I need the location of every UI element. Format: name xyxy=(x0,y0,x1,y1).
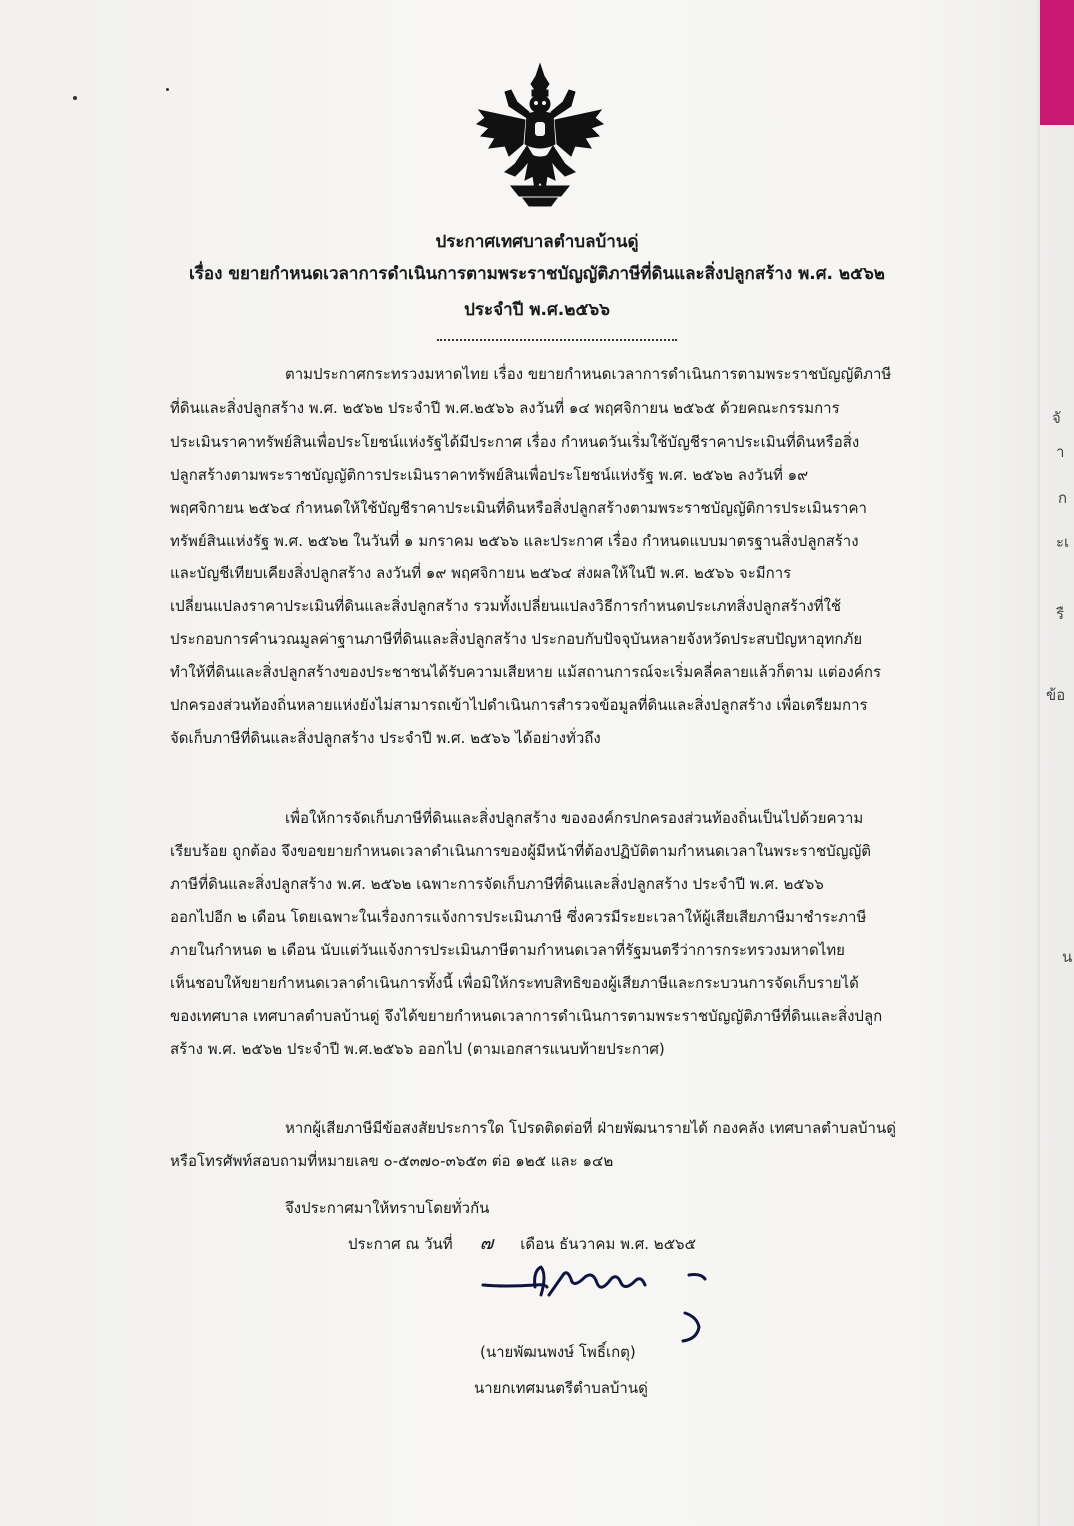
paragraph-2-line: เรียบร้อย ถูกต้อง จึงขอขยายกำหนดเวลาดำเนินการของผู้มีหน้าที่ต้องปฏิบัติตามกำหนดเวลาในพระราชบัญญัติ xyxy=(170,842,871,860)
paragraph-1-line: จัดเก็บภาษีที่ดินและสิ่งปลูกสร้าง ประจำปี พ.ศ. ๒๕๖๖ ได้อย่างทั่วถึง xyxy=(170,729,601,747)
paragraph-1-line: ปลูกสร้างตามพระราชบัญญัติการประเมินราคาทรัพย์สินเพื่อประโยชน์แห่งรัฐ พ.ศ. ๒๕๖๒ ลงวันที่ ๑๙ xyxy=(170,466,809,484)
document-subject: เรื่อง ขยายกำหนดเวลาการดำเนินการตามพระราชบัญญัติภาษีที่ดินและสิ่งปลูกสร้าง พ.ศ. ๒๕๖๒ xyxy=(188,264,886,284)
date-day: ๗ xyxy=(479,1233,494,1254)
margin-bleed-text: ะเ xyxy=(1056,533,1070,551)
paragraph-2-line: ภายในกำหนด ๒ เดือน นับแต่วันแจ้งการประเมินภาษีตามกำหนดเวลาที่รัฐมนตรีว่าการกระทรวงมหาดไทย xyxy=(170,941,845,959)
paragraph-1-line: เปลี่ยนแปลงราคาประเมินที่ดินและสิ่งปลูกสร้าง รวมทั้งเปลี่ยนแปลงวิธีการกำหนดประเภทสิ่งปลูกสร้างที่ใช้ xyxy=(170,597,842,615)
paragraph-1-line: และบัญชีเทียบเคียงสิ่งปลูกสร้าง ลงวันที่ ๑๙ พฤศจิกายน ๒๕๖๔ ส่งผลให้ในปี พ.ศ. ๒๕๖๖ จะมีการ xyxy=(170,564,792,582)
garuda-emblem-icon xyxy=(475,60,605,208)
paragraph-3-line: หรือโทรศัพท์สอบถามที่หมายเลข ๐-๕๓๗๐-๓๖๕๓ ต่อ ๑๒๕ และ ๑๔๒ xyxy=(170,1152,614,1170)
paragraph-1-line: ปกครองส่วนท้องถิ่นหลายแห่งยังไม่สามารถเข้าไปดำเนินการสำรวจข้อมูลที่ดินและสิ่งปลูกสร้าง เพื่อเตรียมการ xyxy=(170,696,868,714)
margin-bleed-text: ข้อ xyxy=(1046,686,1066,704)
paragraph-2-line: ภาษีที่ดินและสิ่งปลูกสร้าง พ.ศ. ๒๕๖๒ เฉพาะการจัดเก็บภาษีที่ดินและสิ่งปลูกสร้าง ประจำปี พ.ศ. ๒๕๖๖ xyxy=(170,875,824,893)
paragraph-2-line: เพื่อให้การจัดเก็บภาษีที่ดินและสิ่งปลูกสร้าง ขององค์กรปกครองส่วนท้องถิ่นเป็นไปด้วยความ xyxy=(285,809,864,827)
paragraph-2-line: เห็นชอบให้ขยายกำหนดเวลาดำเนินการทั้งนี้ เพื่อมิให้กระทบสิทธิของผู้เสียภาษีและกระบวนการจัดเก็บรายได้ xyxy=(170,974,859,992)
paragraph-1-line: ที่ดินและสิ่งปลูกสร้าง พ.ศ. ๒๕๖๒ ประจำปี พ.ศ.๒๕๖๖ ลงวันที่ ๑๔ พฤศจิกายน ๒๕๖๕ ด้วยคณะกรรมการ xyxy=(170,399,840,417)
date-suffix: เดือน ธันวาคม พ.ศ. ๒๕๖๕ xyxy=(520,1235,696,1253)
margin-bleed-text: ก xyxy=(1058,489,1068,507)
document-year: ประจำปี พ.ศ.๒๕๖๖ xyxy=(464,300,610,320)
paragraph-2-line: ออกไปอีก ๒ เดือน โดยเฉพาะในเรื่องการแจ้งการประเมินภาษี ซึ่งควรมีระยะเวลาให้ผู้เสียเสียภาษีมาชำระภาษี xyxy=(170,908,867,926)
stray-mark xyxy=(73,96,77,100)
stray-mark xyxy=(166,88,169,91)
paragraph-2-line: ของเทศบาล เทศบาลตำบลบ้านดู่ จึงได้ขยายกำหนดเวลาการดำเนินการตามพระราชบัญญัติภาษีที่ดินและสิ่งปลูก xyxy=(170,1007,883,1025)
margin-bleed-text: รื xyxy=(1056,605,1065,623)
paragraph-2-line: สร้าง พ.ศ. ๒๕๖๒ ประจำปี พ.ศ.๒๕๖๖ ออกไป (ตามเอกสารแนบท้ายประกาศ) xyxy=(170,1040,665,1058)
signer-name: (นายพัฒนพงษ์ โพธิ์เกตุ) xyxy=(480,1343,636,1361)
paragraph-1-line: ประเมินราคาทรัพย์สินเพื่อประโยชน์แห่งรัฐได้มีประกาศ เรื่อง กำหนดวันเริ่มใช้บัญชีราคาประเมินที่ดินหรือสิ่ง xyxy=(170,433,860,451)
paragraph-1-line: ทำให้ที่ดินและสิ่งปลูกสร้างของประชาชนได้รับความเสียหาย แม้สถานการณ์จะเริ่มคลี่คลายแล้วก็ตาม แต่องค์กร xyxy=(170,663,882,681)
pink-paper-tab xyxy=(1040,0,1074,125)
margin-bleed-text: า xyxy=(1056,443,1065,461)
paragraph-3-line: หากผู้เสียภาษีมีข้อสงสัยประการใด โปรดติดต่อที่ ฝ่ายพัฒนารายได้ กองคลัง เทศบาลตำบลบ้านดู่ xyxy=(285,1119,896,1137)
document-title: ประกาศเทศบาลตำบลบ้านดู่ xyxy=(435,232,639,252)
handwritten-signature xyxy=(475,1265,725,1345)
paragraph-1-line: ทรัพย์สินแห่งรัฐ พ.ศ. ๒๕๖๒ ในวันที่ ๑ มกราคม ๒๕๖๖ และประกาศ เรื่อง กำหนดแบบมาตรฐานสิ่งปลูกสร้าง xyxy=(170,532,859,550)
signer-position: นายกเทศมนตรีตำบลบ้านดู่ xyxy=(474,1379,648,1397)
closing-announcement: จึงประกาศมาให้ทราบโดยทั่วกัน xyxy=(285,1199,490,1217)
paragraph-1-line: ตามประกาศกระทรวงมหาดไทย เรื่อง ขยายกำหนดเวลาการดำเนินการตามพระราชบัญญัติภาษี xyxy=(285,365,892,383)
margin-bleed-text: น xyxy=(1062,948,1073,966)
margin-bleed-text: จั xyxy=(1052,409,1061,427)
paragraph-1-line: ประกอบการคำนวณมูลค่าฐานภาษีที่ดินและสิ่งปลูกสร้าง ประกอบกับปัจจุบันหลายจังหวัดประสบปัญหาอุทกภัย xyxy=(170,630,863,648)
dotted-divider xyxy=(437,339,677,341)
date-prefix: ประกาศ ณ วันที่ xyxy=(348,1235,453,1253)
announcement-date xyxy=(348,1234,696,1254)
paragraph-1-line: พฤศจิกายน ๒๕๖๔ กำหนดให้ใช้บัญชีราคาประเมินที่ดินหรือสิ่งปลูกสร้างตามพระราชบัญญัติการประเมินราคา xyxy=(170,499,867,517)
